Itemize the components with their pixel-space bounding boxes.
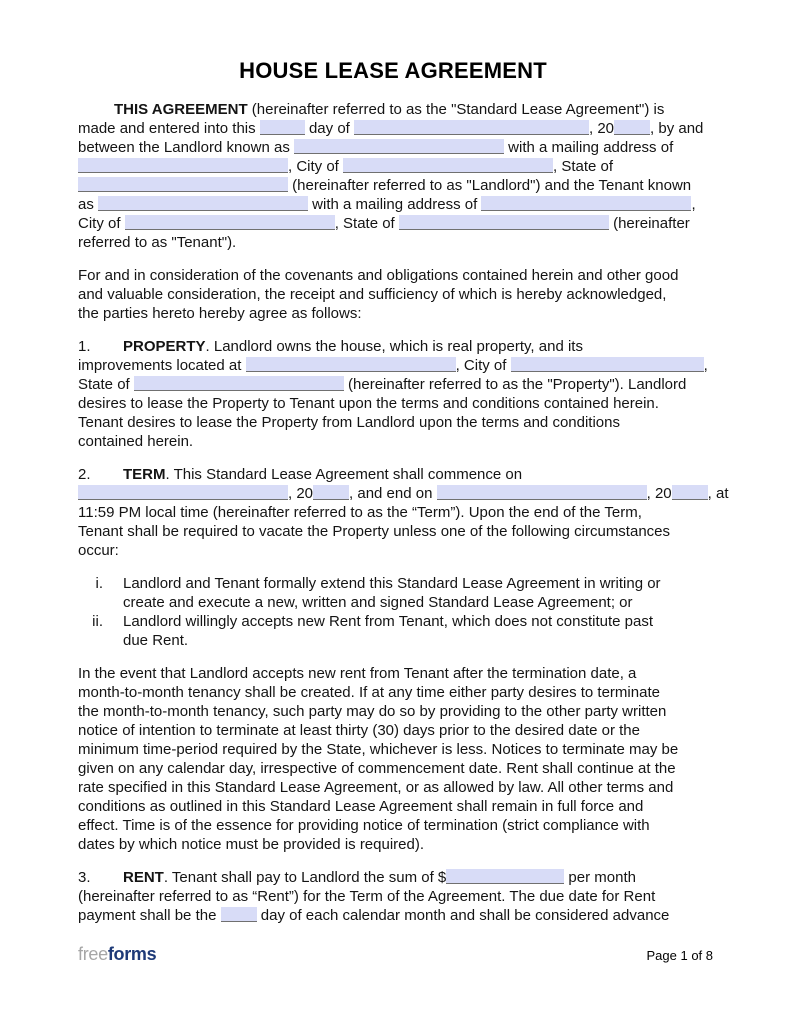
text-run: month-to-month tenancy shall be created. If at any time either party desires to terminate — [78, 684, 660, 701]
text-run: Landlord willingly accepts new Rent from Tenant, which does not constitute past — [123, 613, 654, 630]
text-run: , at — [707, 485, 729, 502]
text-run: , 20 — [646, 485, 672, 502]
blank-field[interactable] — [354, 120, 589, 135]
text-run: . Tenant shall pay to Landlord the sum of $ — [163, 869, 447, 886]
text-run: Tenant shall be required to vacate the Property unless one of the following circumstances — [78, 523, 671, 540]
document-content — [78, 58, 750, 939]
blank-field[interactable] — [78, 485, 288, 500]
text-run: notice of intention to terminate at least thirty (30) days prior to the desired date or the — [78, 722, 640, 739]
text-run: For and in consideration of the covenants and obligations contained herein and other good — [78, 267, 679, 284]
section-number: 2. — [78, 466, 91, 483]
text-run: , 20 — [589, 120, 615, 137]
text-run: , and end on — [349, 485, 437, 502]
logo-forms-text: forms — [107, 944, 157, 964]
text-run: , City of — [455, 357, 511, 374]
intro-paragraph — [78, 100, 750, 252]
text-run: with a mailing address of — [308, 196, 482, 213]
text-run: Tenant desires to lease the Property from Landlord upon the terms and conditions — [78, 414, 620, 431]
blank-field[interactable] — [125, 215, 335, 230]
list-item-marker: i. — [95, 575, 103, 592]
text-run: dates by which notice must be provided is required). — [78, 836, 425, 853]
blank-field[interactable] — [672, 485, 708, 500]
text-run: referred to as "Tenant"). — [78, 234, 237, 251]
text-run: City of — [78, 215, 125, 232]
text-run: between the Landlord known as — [78, 139, 294, 156]
blank-field[interactable] — [246, 357, 456, 372]
section-number: 1. — [78, 338, 91, 355]
text-run: (hereinafter — [608, 215, 690, 232]
blank-field[interactable] — [78, 177, 288, 192]
bold-text-run: RENT — [123, 869, 164, 886]
bold-text-run: THIS AGREEMENT — [114, 101, 248, 118]
text-run: minimum time-period required by the State, whichever is less. Notices to terminate may be — [78, 741, 679, 758]
text-run: , 20 — [288, 485, 314, 502]
consideration-paragraph — [78, 266, 750, 323]
blank-field[interactable] — [78, 158, 288, 173]
blank-field[interactable] — [294, 139, 504, 154]
text-run: In the event that Landlord accepts new rent from Tenant after the termination date, a — [78, 665, 637, 682]
text-run: day of — [304, 120, 354, 137]
text-run: the parties hereto hereby agree as follows: — [78, 305, 362, 322]
list-item-text — [123, 574, 661, 612]
blank-field[interactable] — [614, 120, 650, 135]
text-run: , City of — [288, 158, 344, 175]
text-run: rate specified in this Standard Lease Agreement, or as allowed by law. All other terms and — [78, 779, 674, 796]
section-number: 3. — [78, 869, 91, 886]
text-run: (hereinafter referred to as "Landlord") and the Tenant known — [288, 177, 692, 194]
month-to-month-paragraph — [78, 664, 750, 854]
blank-field[interactable] — [221, 907, 257, 922]
text-run: (hereinafter referred to as the "Standard Lease Agreement") is — [247, 101, 665, 118]
text-run: given on any calendar day, irrespective of commencement date. Rent shall continue at the — [78, 760, 676, 777]
text-run: occur: — [78, 542, 119, 559]
section-1-property — [78, 337, 750, 451]
text-run: and valuable consideration, the receipt and sufficiency of which is hereby acknowledged, — [78, 286, 667, 303]
text-run: Landlord and Tenant formally extend this Standard Lease Agreement in writing or — [123, 575, 661, 592]
blank-field[interactable] — [98, 196, 308, 211]
text-run: , — [703, 357, 708, 374]
term-end-circumstances-list — [78, 574, 750, 650]
page-number-label: Page 1 of 8 — [646, 948, 713, 963]
page-footer — [78, 944, 713, 965]
text-run: conditions as outlined in this Standard Lease Agreement shall remain in full force and — [78, 798, 644, 815]
blank-field[interactable] — [437, 485, 647, 500]
blank-field[interactable] — [399, 215, 609, 230]
freeforms-logo — [78, 944, 156, 965]
bold-text-run: PROPERTY — [123, 338, 206, 355]
blank-field[interactable] — [343, 158, 553, 173]
blank-field[interactable] — [511, 357, 704, 372]
document-title: HOUSE LEASE AGREEMENT — [239, 58, 547, 83]
text-run: due Rent. — [123, 632, 189, 649]
list-item — [78, 612, 750, 650]
text-run: , — [691, 196, 696, 213]
text-run: (hereinafter referred to as “Rent”) for the Term of the Agreement. The due date for Rent — [78, 888, 656, 905]
text-run: (hereinafter referred to as the "Property"). Landlord — [343, 376, 687, 393]
text-run: . Landlord owns the house, which is real property, and its — [205, 338, 583, 355]
text-run: per month — [564, 869, 636, 886]
list-item-text — [123, 612, 653, 650]
text-run: the month-to-month tenancy, such party may do so by providing to the other party written — [78, 703, 667, 720]
text-run: with a mailing address of — [503, 139, 674, 156]
list-item-marker: ii. — [92, 613, 103, 630]
section-3-rent — [78, 868, 750, 925]
text-run: State of — [78, 376, 134, 393]
text-run: as — [78, 196, 99, 213]
blank-field[interactable] — [313, 485, 349, 500]
text-run: create and execute a new, written and signed Standard Lease Agreement; or — [123, 594, 633, 611]
blank-field[interactable] — [134, 376, 344, 391]
logo-free-text: free — [78, 944, 108, 964]
text-run: day of each calendar month and shall be considered advance — [256, 907, 670, 924]
text-run: . This Standard Lease Agreement shall commence on — [165, 466, 523, 483]
section-2-term — [78, 465, 750, 560]
text-run: , by and — [650, 120, 704, 137]
text-run: desires to lease the Property to Tenant upon the terms and conditions contained herein. — [78, 395, 659, 412]
blank-field[interactable] — [260, 120, 305, 135]
text-run: made and entered into this — [78, 120, 260, 137]
blank-field[interactable] — [446, 869, 564, 884]
text-run: , State of — [553, 158, 614, 175]
text-run: , State of — [334, 215, 399, 232]
text-run: 11:59 PM local time (hereinafter referred to as the “Term”). Upon the end of the Term, — [78, 504, 642, 521]
text-run: effect. Time is of the essence for providing notice of termination (strict compliance with — [78, 817, 650, 834]
text-run: contained herein. — [78, 433, 194, 450]
list-item — [78, 574, 750, 612]
blank-field[interactable] — [481, 196, 691, 211]
bold-text-run: TERM — [123, 466, 166, 483]
document-body — [78, 100, 750, 925]
text-run: improvements located at — [78, 357, 246, 374]
text-run: payment shall be the — [78, 907, 221, 924]
